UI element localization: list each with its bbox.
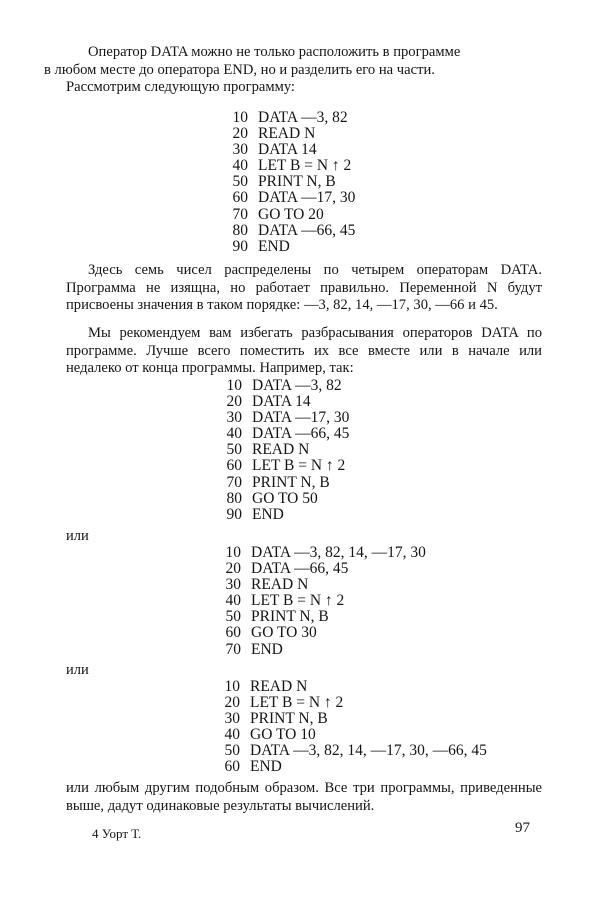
code-line: [214, 491, 349, 507]
code-line: [214, 507, 349, 523]
signature-mark: 4 Уорт Т.: [92, 826, 142, 841]
statement: PRINT N, B: [252, 473, 330, 491]
line-number: 40: [225, 592, 241, 610]
code-line: [214, 442, 349, 458]
code-line: [214, 426, 349, 442]
code-line: [212, 759, 487, 775]
statement: LET B = N ↑ 2: [252, 457, 346, 475]
statement: READ N: [258, 125, 316, 143]
statement: DATA 14: [252, 393, 311, 411]
statement: DATA —66, 45: [258, 221, 356, 239]
code-line: [220, 174, 355, 190]
code-line: [220, 223, 355, 239]
line-number: 10: [225, 544, 241, 561]
line-number: 70: [226, 473, 242, 491]
line-number: 60: [232, 189, 248, 207]
line-number: 20: [225, 560, 241, 578]
line-number: 50: [232, 173, 248, 191]
paragraph-intro-line-2: в любом месте до оператора END, но и разделить его на части.: [44, 61, 435, 78]
line-number: 60: [226, 457, 242, 475]
statement: DATA —3, 82, 14, —17, 30: [251, 544, 426, 561]
statement: END: [258, 237, 290, 255]
line-number: 30: [224, 710, 240, 728]
code-line: [214, 378, 349, 394]
paragraph-conclusion: или любым другим подобным образом. Все три программы, приведенные выше, дадут одинаковые результаты вычислений.: [66, 780, 542, 814]
paragraph-intro-line-1: Оператор DATA можно не только расположить в программе: [88, 44, 461, 60]
line-number: 20: [224, 694, 240, 712]
line-number: 50: [225, 608, 241, 626]
code-line: [214, 475, 349, 491]
statement: DATA —3, 82: [258, 109, 348, 126]
statement: GO TO 50: [252, 489, 318, 507]
code-line: [213, 642, 426, 658]
statement: PRINT N, B: [258, 173, 336, 191]
page-number: 97: [515, 820, 530, 836]
line-number: 80: [232, 221, 248, 239]
connector-or-2: или: [66, 662, 89, 678]
line-number: 30: [232, 141, 248, 159]
statement: DATA —3, 82: [252, 377, 342, 394]
statement: END: [252, 505, 284, 523]
statement: DATA —17, 30: [252, 409, 350, 427]
code-line: [214, 458, 349, 474]
line-number: 10: [224, 678, 240, 695]
code-line: [220, 190, 355, 206]
statement: READ N: [251, 576, 309, 594]
connector-or-1: или: [66, 528, 89, 544]
code-line: [220, 158, 355, 174]
statement: END: [250, 758, 282, 776]
statement: PRINT N, B: [250, 710, 328, 728]
program-listing-4: [212, 679, 487, 776]
code-line: [220, 126, 355, 142]
statement: GO TO 20: [258, 205, 324, 223]
line-number: 30: [226, 409, 242, 427]
statement: GO TO 10: [250, 726, 316, 744]
code-line: [220, 207, 355, 223]
line-number: 60: [224, 758, 240, 776]
line-number: 10: [226, 377, 242, 394]
code-line: [213, 625, 426, 641]
statement: DATA —66, 45: [251, 560, 349, 578]
line-number: 50: [226, 441, 242, 459]
code-line: [220, 142, 355, 158]
line-number: 20: [226, 393, 242, 411]
paragraph-recommendation: Мы рекомендуем вам избегать разбрасывания операторов DATA по программе. Лучше всего поместить их все вместе или в начале или недалеко от конца программы. Например, так:: [66, 325, 542, 376]
line-number: 70: [225, 640, 241, 658]
line-number: 60: [225, 624, 241, 642]
paragraph-explanation: Здесь семь чисел распределены по четырем операторам DATA. Программа не изящна, но работает правильно. Переменной N будут присвоены значения в таком порядке: —3, 82, 14, —17, 30, —66 и 45.: [66, 262, 542, 313]
statement: READ N: [250, 678, 308, 695]
program-listing-3: [213, 545, 426, 658]
statement: PRINT N, B: [251, 608, 329, 626]
code-line: [213, 545, 426, 561]
line-number: 80: [226, 489, 242, 507]
line-number: 70: [232, 205, 248, 223]
line-number: 90: [226, 505, 242, 523]
code-line: [220, 110, 355, 126]
line-number: 40: [224, 726, 240, 744]
statement: DATA —17, 30: [258, 189, 356, 207]
statement: LET B = N ↑ 2: [251, 592, 345, 610]
code-line: [212, 695, 487, 711]
statement: DATA —66, 45: [252, 425, 350, 443]
statement: DATA 14: [258, 141, 317, 159]
statement: LET B = N ↑ 2: [258, 157, 352, 175]
line-number: 40: [226, 425, 242, 443]
statement: DATA —3, 82, 14, —17, 30, —66, 45: [250, 742, 487, 760]
code-line: [213, 561, 426, 577]
line-number: 20: [232, 125, 248, 143]
code-line: [212, 743, 487, 759]
paragraph-intro-line-3: Рассмотрим следующую программу:: [66, 79, 295, 95]
code-line: [213, 577, 426, 593]
statement: LET B = N ↑ 2: [250, 694, 344, 712]
statement: READ N: [252, 441, 310, 459]
line-number: 30: [225, 576, 241, 594]
line-number: 10: [232, 109, 248, 126]
statement: END: [251, 640, 283, 658]
code-line: [214, 394, 349, 410]
code-line: [213, 593, 426, 609]
code-line: [212, 727, 487, 743]
program-listing-1: [220, 110, 355, 255]
statement: GO TO 30: [251, 624, 317, 642]
code-line: [214, 410, 349, 426]
line-number: 90: [232, 237, 248, 255]
code-line: [212, 679, 487, 695]
line-number: 40: [232, 157, 248, 175]
program-listing-2: [214, 378, 349, 523]
code-line: [213, 609, 426, 625]
line-number: 50: [224, 742, 240, 760]
paragraph-intro: [44, 44, 542, 97]
code-line: [212, 711, 487, 727]
code-line: [220, 239, 355, 255]
